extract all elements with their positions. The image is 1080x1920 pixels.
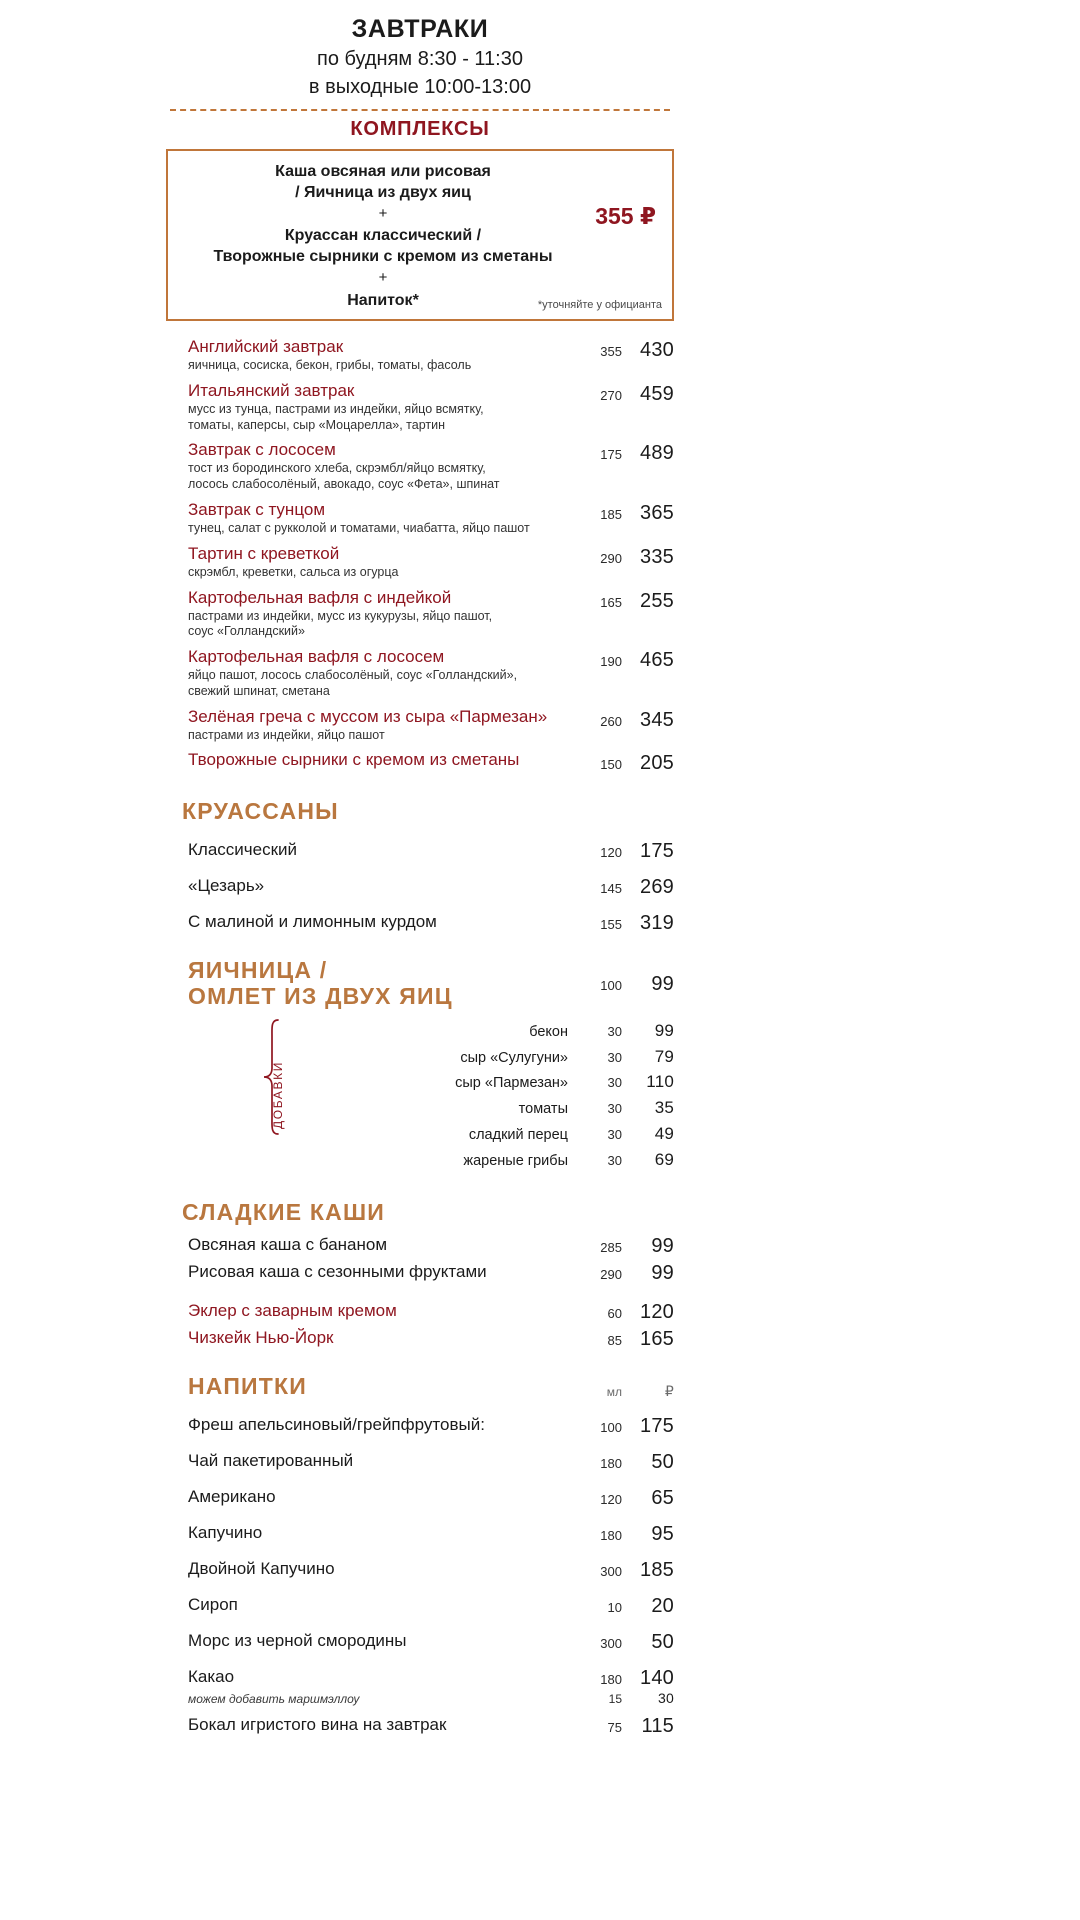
addon-name: сыр «Пармезан» xyxy=(455,1075,568,1092)
menu-item xyxy=(166,833,674,869)
drink-name: Бокал игристого вина на завтрак xyxy=(188,1715,447,1735)
eggs-section xyxy=(166,957,674,1173)
dish-price: 205 xyxy=(640,752,674,775)
dish-price: 430 xyxy=(640,339,674,362)
dish-price: 365 xyxy=(640,501,674,524)
drink-volume: 10 xyxy=(607,1600,622,1616)
combo-line-5: Напиток* xyxy=(347,291,419,309)
addon-weight: 30 xyxy=(607,1049,622,1065)
addons-list xyxy=(264,1018,674,1173)
menu-item xyxy=(166,436,674,496)
menu-item xyxy=(166,1588,674,1624)
addon-name: томаты xyxy=(518,1101,568,1118)
dish-weight: 175 xyxy=(600,447,622,463)
breakfast-list xyxy=(166,321,674,778)
weekday-hours: по будням 8:30 - 11:30 xyxy=(317,47,523,70)
menu-item xyxy=(166,703,674,747)
dish-name: Рисовая каша с сезонными фруктами xyxy=(188,1262,487,1282)
weekend-hours: в выходные 10:00-13:00 xyxy=(308,75,532,98)
drink-subnote: можем добавить маршмэллоу xyxy=(188,1692,360,1707)
drink-price: 95 xyxy=(651,1523,674,1546)
drink-price: 115 xyxy=(641,1715,674,1738)
dish-weight: 145 xyxy=(600,880,622,896)
menu-item xyxy=(166,1444,674,1480)
combo-line-1: Каша овсяная или рисовая xyxy=(275,162,491,180)
addon-item xyxy=(264,1044,674,1070)
combo-offer-box xyxy=(166,149,674,322)
menu-item xyxy=(166,1552,674,1588)
dish-weight: 260 xyxy=(600,713,622,729)
drinks-section xyxy=(166,1373,674,1744)
dish-price: 459 xyxy=(640,382,674,405)
dish-price: 255 xyxy=(640,589,674,612)
section-heading-porridge: СЛАДКИЕ КАШИ xyxy=(182,1198,386,1225)
addon-weight: 30 xyxy=(607,1023,622,1039)
menu-item xyxy=(166,1260,674,1287)
dish-weight: 290 xyxy=(600,550,622,566)
section-heading-drinks: НАПИТКИ xyxy=(188,1373,307,1400)
drink-price: 185 xyxy=(640,1559,674,1582)
dish-weight: 85 xyxy=(607,1333,622,1349)
drink-name: Капучино xyxy=(188,1523,263,1543)
dish-price: 489 xyxy=(640,442,674,465)
dish-price: 345 xyxy=(640,708,674,731)
menu-item xyxy=(166,869,674,905)
drink-name: Фреш апельсиновый/грейпфрутовый: xyxy=(188,1415,485,1435)
dish-price: 165 xyxy=(640,1328,674,1351)
eggs-price: 99 xyxy=(651,972,674,995)
drink-sub-volume: 15 xyxy=(608,1692,622,1707)
eggs-weight: 100 xyxy=(600,977,622,993)
drink-volume: 300 xyxy=(600,1636,622,1652)
addon-name: бекон xyxy=(529,1023,568,1040)
drink-volume: 180 xyxy=(600,1456,622,1472)
drink-subnote-row xyxy=(188,1690,674,1706)
menu-item xyxy=(166,540,674,584)
menu-item xyxy=(166,905,674,941)
dish-price: 99 xyxy=(651,1262,674,1285)
eggs-heading-row xyxy=(166,957,674,1010)
menu-item xyxy=(166,496,674,540)
dish-weight: 270 xyxy=(600,387,622,403)
drink-volume: 180 xyxy=(600,1528,622,1544)
dish-weight: 165 xyxy=(600,594,622,610)
drink-name: Чай пакетированный xyxy=(188,1451,354,1471)
porridge-list xyxy=(166,1233,674,1353)
dish-weight: 285 xyxy=(600,1240,622,1256)
combo-line-4: Творожные сырники с кремом из сметаны xyxy=(213,248,553,266)
dish-weight: 290 xyxy=(600,1267,622,1283)
drink-price: 20 xyxy=(651,1595,674,1618)
addon-weight: 30 xyxy=(607,1101,622,1117)
addon-item xyxy=(264,1121,674,1147)
dish-weight: 155 xyxy=(600,916,622,932)
combo-line-3: Круассан классический / xyxy=(284,227,482,245)
addon-price: 79 xyxy=(654,1046,674,1066)
drink-price: 50 xyxy=(651,1451,674,1474)
addon-weight: 30 xyxy=(607,1127,622,1143)
menu-item xyxy=(166,1408,674,1444)
combo-description xyxy=(176,161,664,312)
combo-footnote: *уточняйте у официанта xyxy=(537,299,662,312)
combo-line-2: / Яичница из двух яиц xyxy=(295,183,471,201)
drink-name: Двойной Капучино xyxy=(188,1559,335,1579)
menu-item xyxy=(166,1660,674,1708)
dish-name: Завтрак с лососем xyxy=(188,440,336,460)
addon-item xyxy=(264,1069,674,1095)
dish-description: тост из бородинского хлеба, скрэмбл/яйцо всмятку, лосось слабосолёный, авокадо, соус «Фета», шпинат xyxy=(188,461,500,492)
menu-item xyxy=(166,333,674,377)
menu-item xyxy=(166,746,674,778)
croissants-list xyxy=(166,833,674,941)
drink-name: Морс из черной смородины xyxy=(188,1631,407,1651)
addon-item xyxy=(264,1147,674,1173)
menu-item xyxy=(166,1708,674,1744)
menu-item xyxy=(166,1233,674,1260)
dish-name: Картофельная вафля с лососем xyxy=(188,647,445,667)
addon-price: 69 xyxy=(654,1149,674,1169)
addons-label: ДОБАВКИ xyxy=(270,1061,285,1130)
dish-name: С малиной и лимонным курдом xyxy=(188,911,437,931)
dish-name: Классический xyxy=(188,839,298,859)
dish-price: 120 xyxy=(640,1301,674,1324)
dish-name: Картофельная вафля с индейкой xyxy=(188,587,452,607)
dish-description: яичница, сосиска, бекон, грибы, томаты, фасоль xyxy=(188,358,472,373)
section-heading-eggs-line2: ОМЛЕТ ИЗ ДВУХ ЯИЦ xyxy=(188,983,453,1010)
addon-name: сыр «Сулугуни» xyxy=(460,1049,568,1066)
dish-weight: 120 xyxy=(600,844,622,860)
menu-sheet xyxy=(160,0,680,1744)
dish-name: Овсяная каша с бананом xyxy=(188,1235,388,1255)
dish-name: Английский завтрак xyxy=(188,337,344,357)
drink-volume: 180 xyxy=(600,1672,622,1688)
addon-price: 35 xyxy=(654,1098,674,1118)
drink-price: 65 xyxy=(651,1487,674,1510)
section-heading-eggs-line1: ЯИЧНИЦА / xyxy=(188,956,328,983)
menu-item xyxy=(166,1299,674,1326)
menu-item xyxy=(166,377,674,437)
combo-plus-1: + xyxy=(378,204,388,222)
dish-name: Итальянский завтрак xyxy=(188,380,355,400)
menu-item xyxy=(166,1326,674,1353)
unit-volume-label: мл xyxy=(606,1385,622,1400)
drink-volume: 100 xyxy=(600,1420,622,1436)
dish-weight: 190 xyxy=(600,654,622,670)
dish-price: 99 xyxy=(651,1235,674,1258)
menu-item xyxy=(166,1624,674,1660)
dish-description: пастрами из индейки, яйцо пашот xyxy=(188,727,385,742)
menu-item xyxy=(166,1516,674,1552)
brace-icon xyxy=(262,1018,280,1173)
drink-price: 50 xyxy=(651,1631,674,1654)
addon-weight: 30 xyxy=(607,1075,622,1091)
addon-weight: 30 xyxy=(607,1152,622,1168)
dish-description: яйцо пашот, лосось слабосолёный, соус «Голландский», свежий шпинат, сметана xyxy=(188,668,518,698)
eggs-addons-block xyxy=(166,1018,674,1173)
dish-weight: 150 xyxy=(600,757,622,773)
drink-volume: 300 xyxy=(600,1564,622,1580)
menu-item xyxy=(166,584,674,644)
dish-price: 335 xyxy=(640,545,674,568)
menu-item xyxy=(166,643,674,703)
drink-volume: 120 xyxy=(600,1492,622,1508)
dish-price: 175 xyxy=(640,839,674,862)
addon-item xyxy=(264,1018,674,1044)
dish-price: 269 xyxy=(640,875,674,898)
addon-price: 99 xyxy=(654,1020,674,1040)
dish-name: Зелёная греча с муссом из сыра «Пармезан» xyxy=(188,706,548,726)
dish-weight: 60 xyxy=(607,1306,622,1322)
addon-item xyxy=(264,1095,674,1121)
addon-price: 49 xyxy=(654,1124,674,1144)
drink-sub-price: 30 xyxy=(658,1690,674,1707)
dish-name: Эклер с заварным кремом xyxy=(188,1301,397,1321)
drink-name: Сироп xyxy=(188,1595,238,1615)
drink-volume: 75 xyxy=(607,1720,622,1736)
combo-price: 355 ₽ xyxy=(595,202,656,229)
menu-item xyxy=(166,1480,674,1516)
section-heading-croissants: КРУАССАНЫ xyxy=(182,798,339,825)
dish-weight: 185 xyxy=(600,506,622,522)
drink-price: 175 xyxy=(640,1415,674,1438)
dish-weight: 355 xyxy=(600,344,622,360)
dish-name: Чизкейк Нью-Йорк xyxy=(188,1328,334,1348)
combo-plus-2: + xyxy=(378,269,388,287)
drinks-heading-row xyxy=(166,1373,674,1400)
divider-dashed xyxy=(170,109,670,111)
addon-price: 110 xyxy=(646,1072,674,1092)
dish-price: 319 xyxy=(640,911,674,934)
dish-name: Завтрак с тунцом xyxy=(188,499,326,519)
dish-name: Тартин с креветкой xyxy=(188,543,340,563)
dish-name: Творожные сырники с кремом из сметаны xyxy=(188,750,520,770)
dish-price: 465 xyxy=(640,649,674,672)
drink-name: Какао xyxy=(188,1667,235,1687)
menu-header xyxy=(160,0,680,141)
dish-description: скрэмбл, креветки, сальса из огурца xyxy=(188,564,399,579)
dish-description: тунец, салат с рукколой и томатами, чиабатта, яйцо пашот xyxy=(188,520,530,535)
combo-section-heading: КОМПЛЕКСЫ xyxy=(350,117,490,140)
dish-name: «Цезарь» xyxy=(188,875,265,895)
drink-price: 140 xyxy=(640,1667,674,1690)
dish-description: мусс из тунца, пастрами из индейки, яйцо всмятку, томаты, каперсы, сыр «Моцарелла», тартин xyxy=(188,401,484,432)
dish-description: пастрами из индейки, мусс из кукурузы, яйцо пашот, соус «Голландский» xyxy=(188,608,493,639)
unit-price-label: ₽ xyxy=(664,1383,674,1400)
addon-name: сладкий перец xyxy=(468,1127,568,1144)
addon-name: жареные грибы xyxy=(463,1152,568,1169)
drink-name: Американо xyxy=(188,1487,276,1507)
page-title: ЗАВТРАКИ xyxy=(351,15,489,43)
